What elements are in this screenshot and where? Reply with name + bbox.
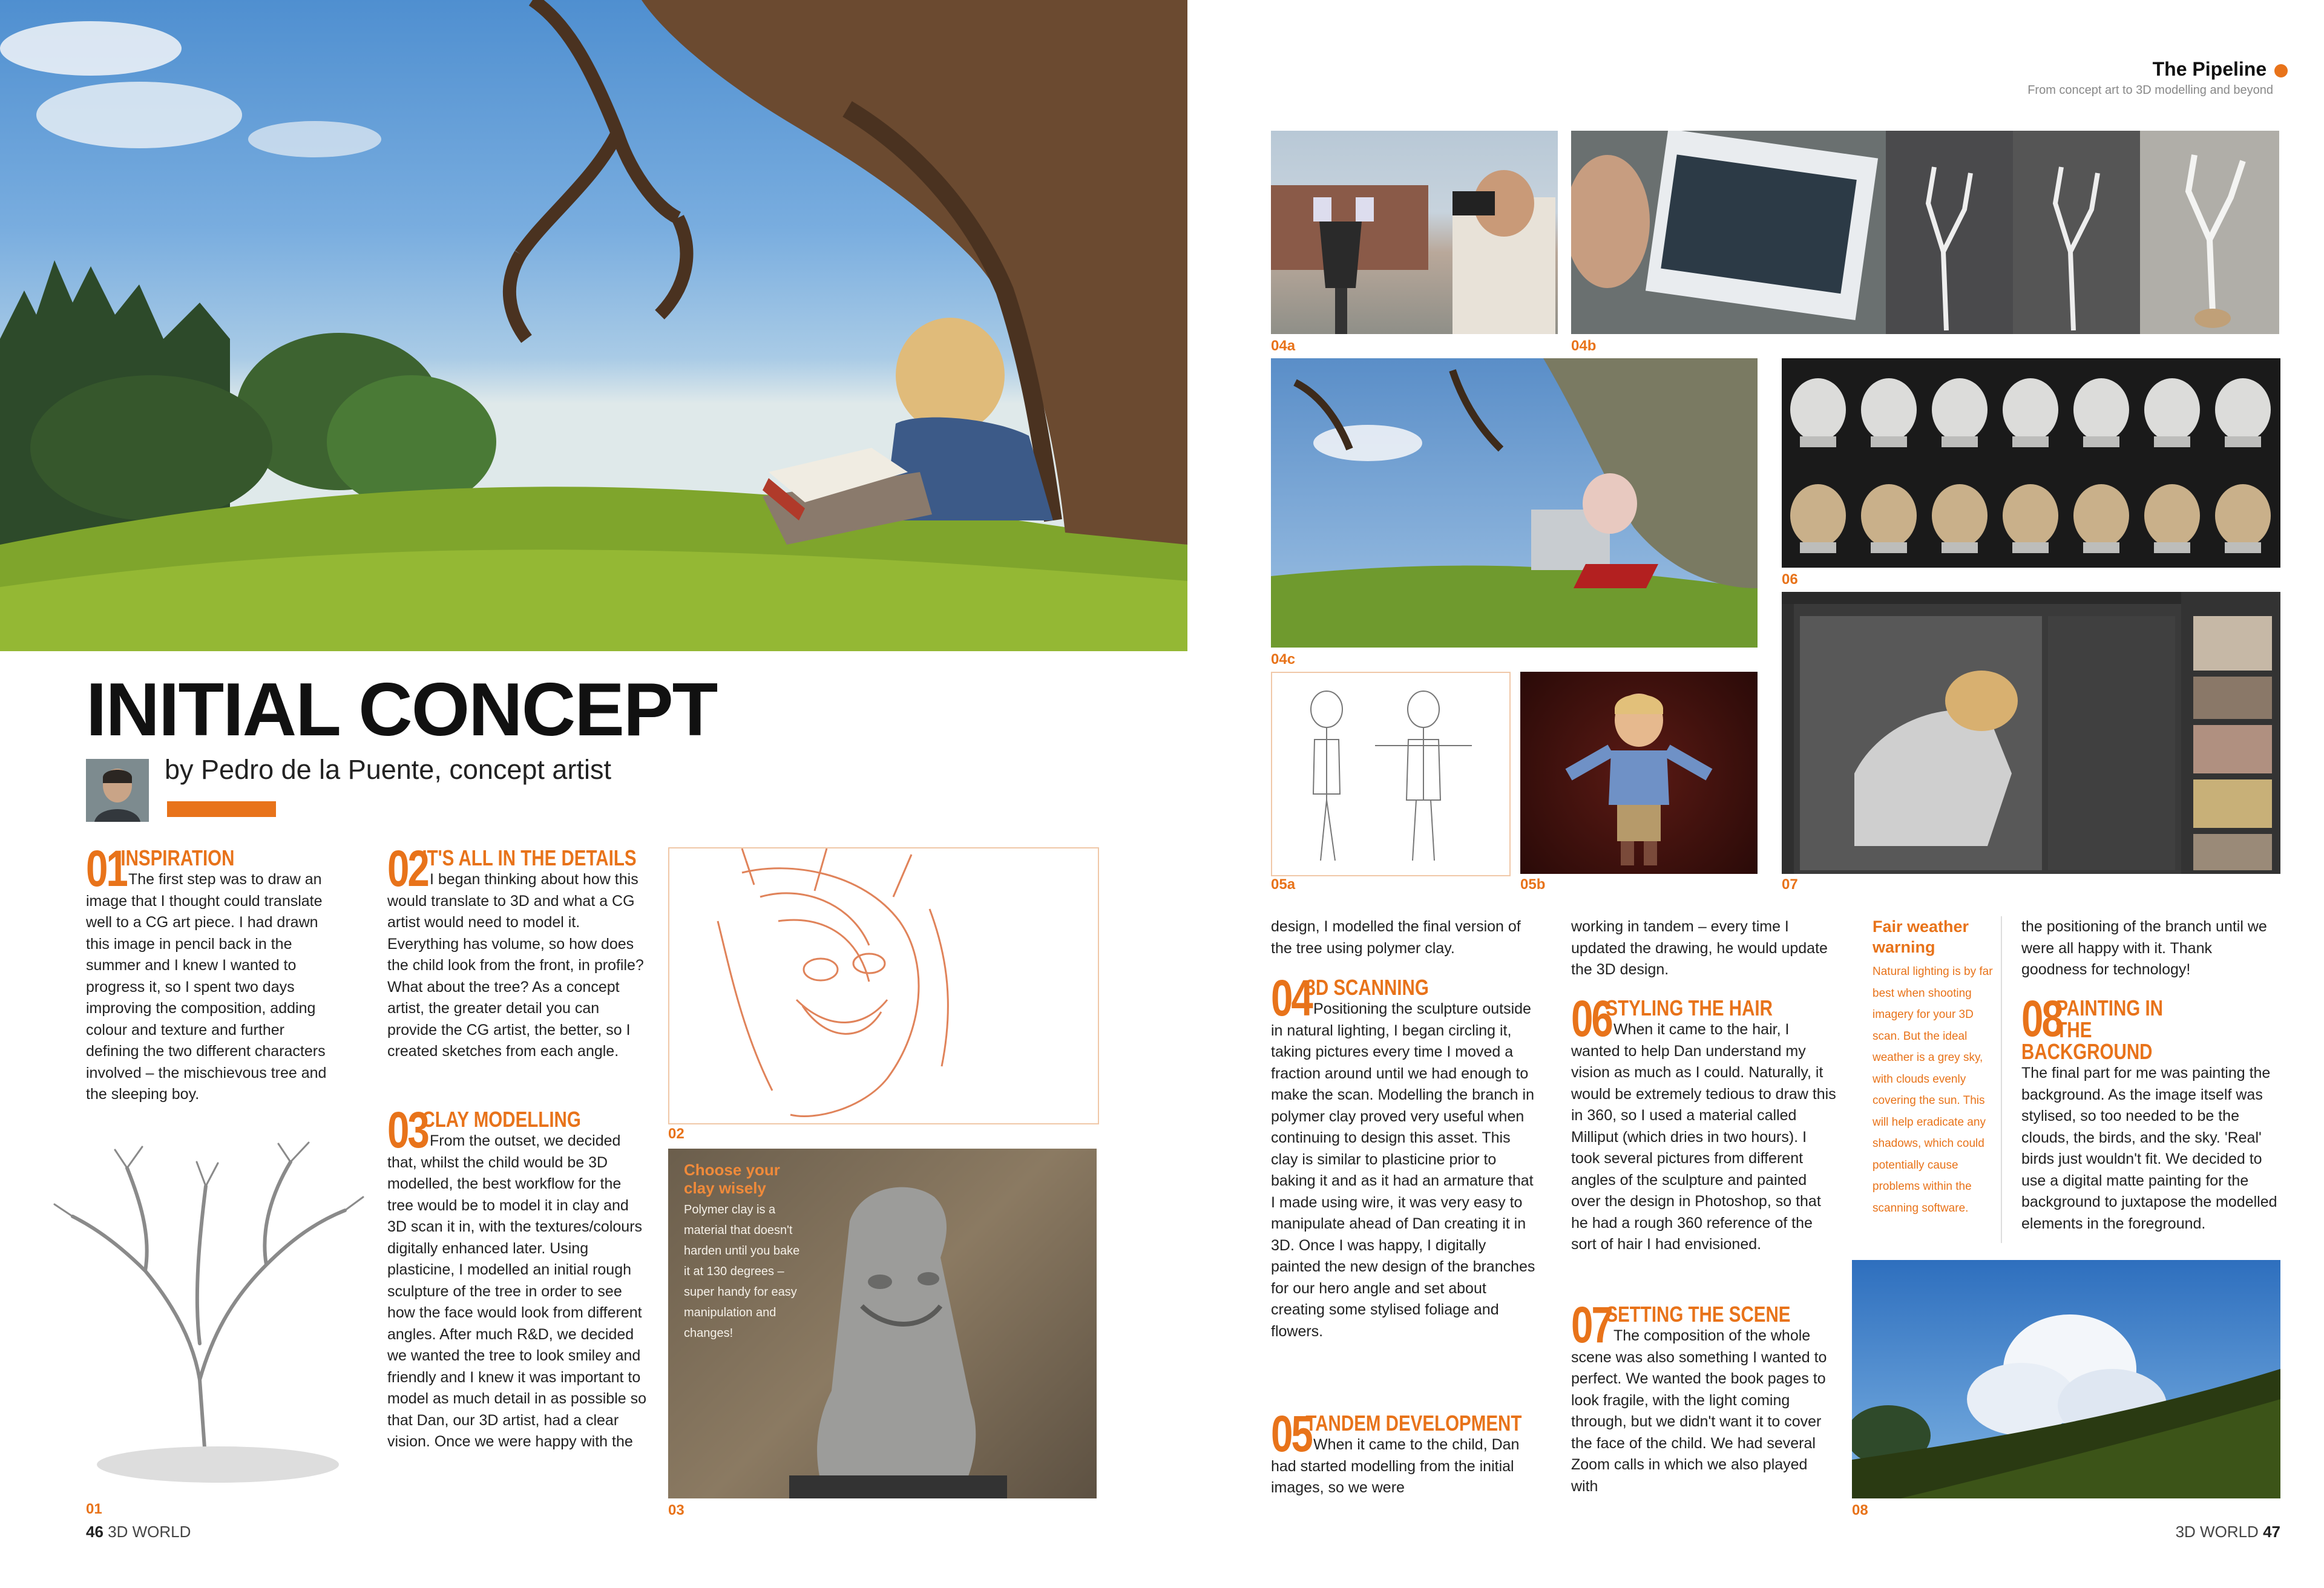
tip-text: Natural lighting is by far best when shooting imagery for your 3D scan. But the ideal weather is a grey sky, with clouds evenly covering the sun. This will help eradicate any shadows, which could potentially cause problems within the scanning software. <box>1873 965 1993 1215</box>
hair-sculpt <box>1861 378 1917 447</box>
section-06 <box>1571 990 1837 1256</box>
figure-04a-scanning-photo <box>1271 131 1558 334</box>
figure-05b-child-model <box>1520 672 1758 874</box>
section-07-cont <box>2021 916 2282 981</box>
hero-painting <box>0 0 1187 651</box>
section-text: The composition of the whole scene was also something I wanted to perfect. We wanted the book pages to look fragile, with the light coming through, but we didn't want it to cover the face of the child. We had several Zoom calls in which we also played with <box>1571 1327 1827 1495</box>
caption-05b: 05b <box>1520 876 1546 893</box>
folio-left <box>86 1523 191 1541</box>
section-heading: INSPIRATION <box>120 845 235 870</box>
hair-sculpt <box>1932 378 1988 447</box>
section-01 <box>86 840 328 1106</box>
magazine-name: 3D WORLD <box>2175 1523 2259 1541</box>
section-number: 08 <box>2021 990 2062 1047</box>
tip-fair-weather <box>1873 916 1994 1219</box>
tip-text: Polymer clay is a material that doesn't harden until you bake it at 130 degrees – super handy for easy manipulation and changes! <box>684 1203 800 1340</box>
caption-07: 07 <box>1782 876 1798 893</box>
section-05-cont <box>1571 916 1837 981</box>
section-heading: STYLING THE HAIR <box>1606 996 1773 1020</box>
caption-05a: 05a <box>1271 876 1296 893</box>
page-number: 46 <box>86 1523 103 1541</box>
hair-sculpt <box>1790 484 1846 553</box>
section-heading: SETTING THE SCENE <box>1606 1302 1791 1327</box>
figure-07-zoom-session <box>1782 592 2280 874</box>
section-number: 06 <box>1571 990 1612 1047</box>
section-08 <box>2021 990 2282 1235</box>
caption-03: 03 <box>668 1502 684 1518</box>
caption-04a: 04a <box>1271 338 1296 354</box>
magazine-name: 3D WORLD <box>108 1523 191 1541</box>
section-label-text: The Pipeline <box>2152 58 2267 80</box>
hair-sculpt <box>2003 378 2058 447</box>
article-title: INITIAL CONCEPT <box>86 668 717 752</box>
figure-04c-render <box>1271 358 1758 648</box>
section-text: When it came to the child, Dan had started modelling from the initial images, so we were <box>1271 1436 1520 1496</box>
hair-sculpt <box>2073 378 2129 447</box>
section-text: Positioning the sculpture outside in natural lighting, I began circling it, taking pictures every time I moved a fraction around until we had enough to make the scan. Modelling the branch in polymer clay proved very useful when continuing to design this asset. This clay is similar to plasticine prior to baking it and as it had an armature that I made using wire, it was very easy to manipulate ahead of Dan creating it in 3D. Once I was happy, I digitally painted the new design of the branches for our hero angle and set about creating some stylised foliage and flowers. <box>1271 1000 1535 1340</box>
section-label <box>2153 58 2288 80</box>
section-heading: IT'S ALL IN THE DETAILS <box>422 845 637 870</box>
figure-06-hair-sculpts <box>1782 358 2280 568</box>
figure-04b-branch-photos <box>1571 131 2279 334</box>
hair-sculpt <box>2144 378 2200 447</box>
figure-02-face-sketch <box>668 847 1099 1124</box>
section-heading: TANDEM DEVELOPMENT <box>1305 1411 1522 1435</box>
tip-clay <box>684 1161 805 1344</box>
tip-heading: Fair weather warning <box>1873 917 1969 956</box>
folio-right <box>2176 1523 2280 1541</box>
section-subtitle: From concept art to 3D modelling and beyond <box>2027 84 2273 97</box>
caption-06: 06 <box>1782 571 1798 588</box>
section-dot-icon <box>2274 64 2288 77</box>
hair-sculpt <box>2215 484 2271 553</box>
caption-01: 01 <box>86 1501 102 1517</box>
section-number: 04 <box>1271 970 1311 1026</box>
section-number: 01 <box>86 840 126 897</box>
byline: by Pedro de la Puente, concept artist <box>165 754 611 785</box>
hair-sculpt <box>2215 378 2271 447</box>
section-heading: CLAY MODELLING <box>422 1107 581 1132</box>
caption-08: 08 <box>1852 1502 1868 1518</box>
section-03 <box>387 1101 648 1453</box>
section-03-cont <box>1271 916 1537 959</box>
section-text: working in tandem – every time I updated the drawing, he would update the 3D design. <box>1571 918 1828 978</box>
figure-08-matte-painting <box>1852 1260 2280 1498</box>
hair-sculpt <box>1790 378 1846 447</box>
section-text: When it came to the hair, I wanted to help Dan understand my vision as much as I could. Naturally, it would be extremely tedious to draw this in 360, so I used a material called Milliput (which dries in two hours). I took several pictures from different angles of the sculpture and painted over the design in Photoshop, so that he had a rough 360 reference of the sort of hair I had envisioned. <box>1571 1021 1836 1253</box>
tip-heading: Choose your clay wisely <box>684 1161 780 1197</box>
hair-sculpt <box>1932 484 1988 553</box>
section-number: 05 <box>1271 1405 1311 1462</box>
byline-rule <box>167 801 276 817</box>
section-text: design, I modelled the final version of the tree using polymer clay. <box>1271 918 1521 957</box>
column-divider <box>2001 916 2002 1243</box>
hair-sculpt <box>2144 484 2200 553</box>
hair-sculpts-grid <box>1782 358 2280 568</box>
section-07 <box>1571 1296 1837 1497</box>
section-number: 02 <box>387 840 428 897</box>
figure-03-clay-sculpture <box>668 1149 1097 1498</box>
section-heading: PAINTING IN THE BACKGROUND <box>2021 996 2163 1064</box>
hair-sculpt <box>1861 484 1917 553</box>
section-text: the positioning of the branch until we were all happy with it. Thank goodness for technology! <box>2021 918 2267 978</box>
caption-04b: 04b <box>1571 338 1597 354</box>
figure-01-tree-sketch <box>36 1126 375 1489</box>
section-text: The final part for me was painting the background. As the image itself was stylised, so too needed to be the clouds, the birds, and the sky. 'Real' birds just wouldn't fit. We decided to use a digital matte painting for the background to juxtapose the modelled elements in the foreground. <box>2021 1065 2277 1232</box>
author-avatar <box>86 759 149 822</box>
hair-sculpt <box>2003 484 2058 553</box>
section-heading: 3D SCANNING <box>1305 975 1429 1000</box>
section-number: 03 <box>387 1101 428 1158</box>
figure-05a-turnaround-sketch <box>1271 672 1511 876</box>
section-number: 07 <box>1571 1296 1612 1353</box>
section-04 <box>1271 970 1537 1342</box>
section-text: From the outset, we decided that, whilst the child would be 3D modelled, the best workflow for the tree would be to model it in clay and 3D scan it in, with the textures/colours digitally enhanced later. Using plasticine, I modelled an initial rough sculpture of the tree in order to see how the face would look from different angles. After much R&D, we decided we wanted the tree to look smiley and friendly and I knew it was important to model as much detail in as possible so that Dan, our 3D artist, had a clear vision. Once we were happy with the <box>387 1132 647 1450</box>
hair-sculpt <box>2073 484 2129 553</box>
section-05 <box>1271 1405 1537 1499</box>
caption-02: 02 <box>668 1126 684 1142</box>
section-02 <box>387 840 648 1063</box>
page-number: 47 <box>2263 1523 2280 1541</box>
caption-04c: 04c <box>1271 651 1296 668</box>
section-text: I began thinking about how this would translate to 3D and what a CG artist would need to model it. Everything has volume, so how does the child look from the front, in profile? What about the tree? As a concept artist, the greater detail you can provide the CG artist, the better, so I created sketches from each angle. <box>387 871 644 1060</box>
section-text: The first step was to draw an image that I thought could translate well to a CG art piece. I had drawn this image in pencil back in the summer and I knew I wanted to progress it, so I spent two days improving the composition, adding colour and texture and further defining the two different characters involved – the mischievous tree and the sleeping boy. <box>86 871 327 1103</box>
